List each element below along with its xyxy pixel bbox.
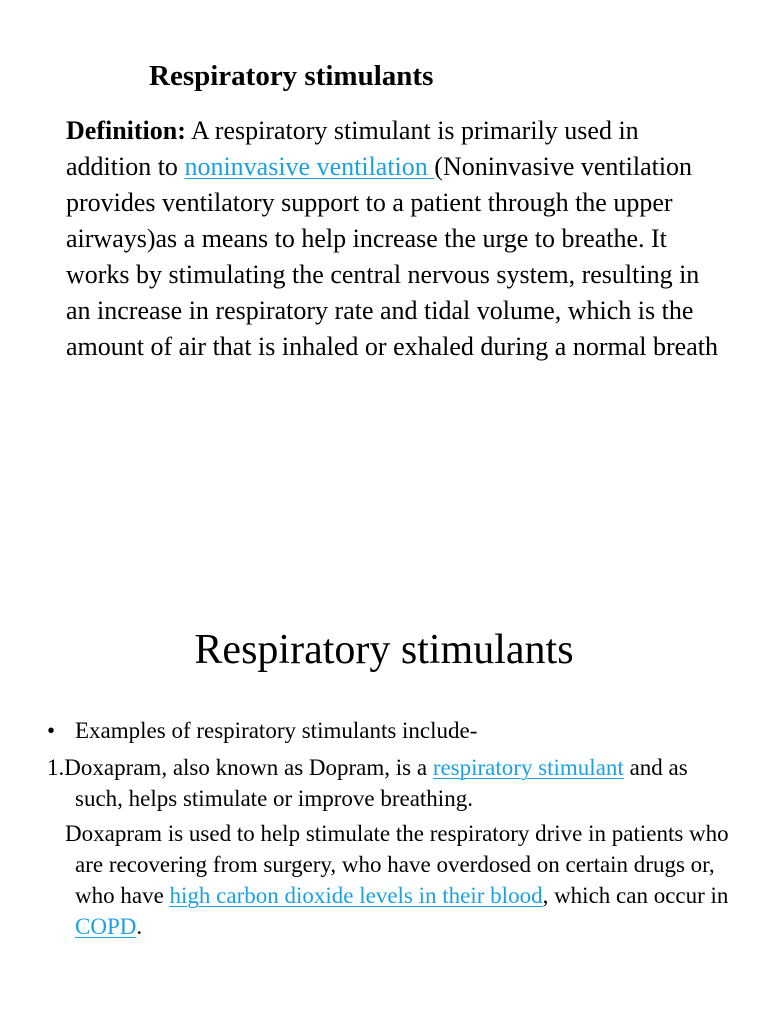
bullet-text: Examples of respiratory stimulants include- bbox=[75, 718, 478, 743]
definition-label: Definition: bbox=[66, 116, 186, 145]
slide2-title: Respiratory stimulants bbox=[194, 627, 574, 673]
item2-text-part1: Doxapram is used to help stimulate the respiratory drive in patients who are recovering from surgery, who have overdosed on certain drugs or, who have bbox=[65, 821, 729, 908]
bullet-icon: • bbox=[47, 718, 56, 743]
definition-paragraph bbox=[66, 113, 726, 365]
item2-text-part2: , which can occur in bbox=[542, 883, 729, 908]
doxapram-item bbox=[47, 752, 740, 814]
item2-text-part3: . bbox=[136, 914, 143, 939]
definition-text-part1: A respiratory stimulant is primarily used in addition to bbox=[66, 116, 639, 181]
respiratory-stimulant-link[interactable]: respiratory stimulant bbox=[432, 755, 624, 780]
doxapram-usage-paragraph bbox=[65, 818, 740, 942]
slide1-title: Respiratory stimulants bbox=[149, 60, 434, 92]
item1-text-part2: and as such, helps stimulate or improve breathing. bbox=[75, 755, 688, 811]
noninvasive-ventilation-link[interactable]: noninvasive ventilation bbox=[184, 152, 435, 181]
copd-link[interactable]: COPD bbox=[75, 914, 137, 939]
examples-bullet bbox=[47, 715, 477, 747]
item1-text-part1: 1.Doxapram, also known as Dopram, is a bbox=[47, 755, 433, 780]
definition-text-part2: (Noninvasive ventilation provides ventilatory support to a patient through the upper airways)as a means to help increase the urge to breathe. It works by stimulating the central nervous system, resulting in an increase in respiratory rate and tidal volume, which is the amount of air that is inhaled or exhaled during a normal breath bbox=[66, 152, 718, 361]
carbon-dioxide-link[interactable]: high carbon dioxide levels in their blood bbox=[169, 883, 543, 908]
